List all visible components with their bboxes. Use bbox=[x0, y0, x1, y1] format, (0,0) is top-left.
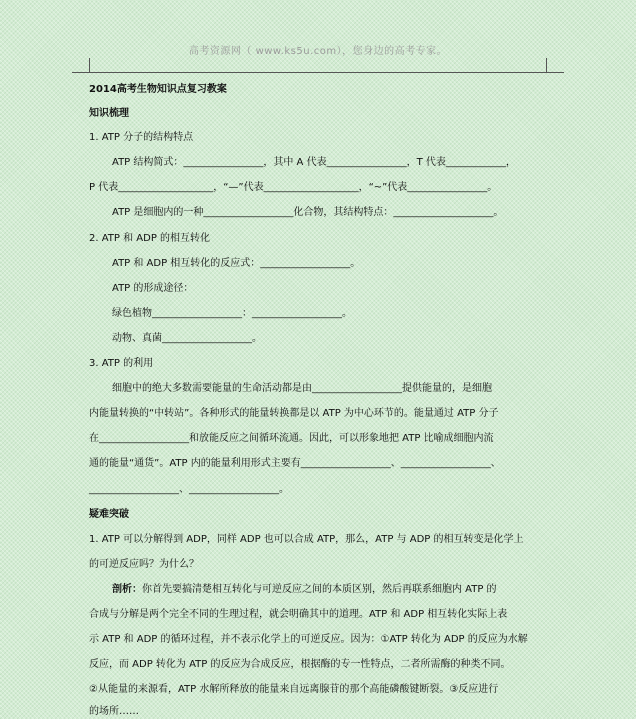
analysis-line-5: ②从能量的来源看，ATP 水解所释放的能量来自远离腺苷的那个高能磷酸键断裂。③反应进行 bbox=[89, 684, 499, 695]
q1-heading: 1. ATP 分子的结构特点 bbox=[89, 132, 194, 143]
header-rule-left bbox=[72, 72, 90, 73]
q3-line-3: 在__________________和放能反应之间循环流通。因此，可以形象地把 ATP 比喻成细胞内流 bbox=[89, 433, 494, 444]
analysis-line-2: 合成与分解是两个完全不同的生理过程，就会明确其中的道理。ATP 和 ADP 相互转化实际上表 bbox=[89, 609, 508, 620]
analysis-line-3: 示 ATP 和 ADP 的循环过程，并不表示化学上的可逆反应。因为：①ATP 转化为 ADP 的反应为水解 bbox=[89, 634, 528, 645]
doc-title: 2014高考生物知识点复习教案 bbox=[89, 84, 227, 95]
analysis-line-1-text: 你首先要搞清楚相互转化与可逆反应之间的本质区别，然后再联系细胞内 ATP 的 bbox=[142, 584, 497, 595]
difficulty-q1-line-2: 的可逆反应吗？为什么？ bbox=[89, 559, 199, 570]
header-corner-right bbox=[546, 58, 547, 73]
q3-line-4: 通的能量“通货”。ATP 内的能量利用形式主要有__________________、__________________、 bbox=[89, 458, 501, 469]
q2-heading: 2. ATP 和 ADP 的相互转化 bbox=[89, 233, 211, 244]
q1-line-2: P 代表___________________，“—”代表___________________，“~”代表________________。 bbox=[89, 182, 498, 193]
q2-line-2: ATP 的形成途径： bbox=[112, 283, 194, 294]
analysis-line-4: 反应，而 ADP 转化为 ATP 的反应为合成反应，根据酶的专一性特点，二者所需酶的种类不同。 bbox=[89, 659, 511, 670]
header-rule-middle bbox=[89, 72, 547, 73]
header-corner-left bbox=[89, 58, 90, 73]
q1-line-1: ATP 结构简式：________________，其中 A 代表________________，T 代表____________， bbox=[112, 157, 516, 168]
analysis-line-1 bbox=[112, 583, 497, 597]
q3-line-5: __________________、__________________。 bbox=[89, 484, 289, 495]
analysis-label: 剖析： bbox=[112, 584, 142, 595]
q2-line-1: ATP 和 ADP 相互转化的反应式：__________________。 bbox=[112, 258, 361, 269]
header-rule-right bbox=[546, 72, 564, 73]
q1-line-3: ATP 是细胞内的一种__________________化合物，其结构特点：____________________。 bbox=[112, 207, 504, 218]
section-heading-knowledge: 知识梳理 bbox=[89, 108, 129, 119]
section-heading-difficulty: 疑难突破 bbox=[89, 509, 129, 520]
q2-line-3: 绿色植物__________________：__________________。 bbox=[112, 308, 352, 319]
q3-line-1: 细胞中的绝大多数需要能量的生命活动都是由__________________提供能量的，是细胞 bbox=[112, 383, 492, 394]
q2-line-4: 动物、真菌__________________。 bbox=[112, 333, 262, 344]
analysis-line-6: 的场所…… bbox=[89, 706, 139, 717]
difficulty-q1-line-1: 1. ATP 可以分解得到 ADP，同样 ADP 也可以合成 ATP，那么，ATP 与 ADP 的相互转变是化学上 bbox=[89, 534, 524, 545]
q3-line-2: 内能量转换的“中转站”。各种形式的能量转换都是以 ATP 为中心环节的。能量通过 ATP 分子 bbox=[89, 408, 499, 419]
header-banner: 高考资源网（ www.ks5u.com），您身边的高考专家。 bbox=[188, 46, 448, 57]
q3-heading: 3. ATP 的利用 bbox=[89, 358, 154, 369]
